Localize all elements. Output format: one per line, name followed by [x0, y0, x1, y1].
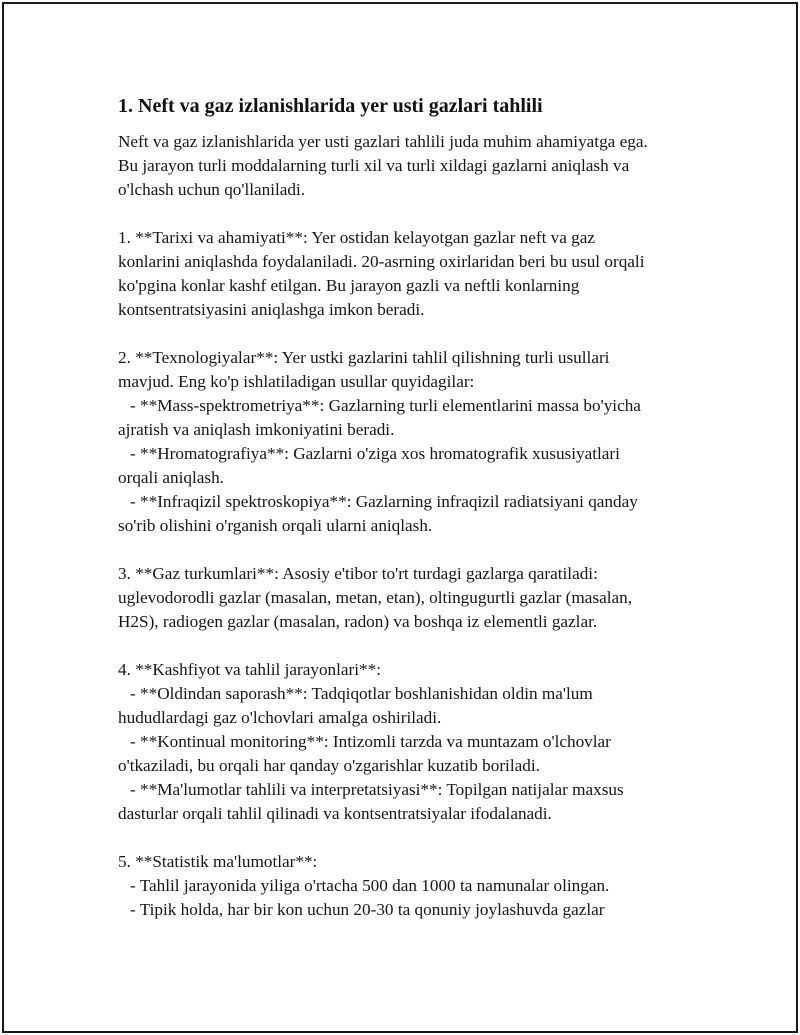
- text-line: o'tkaziladi, bu orqali har qanday o'zgarishlar kuzatib boriladi.: [118, 756, 540, 775]
- text-line: ko'pgina konlar kashf etilgan. Bu jarayon gazli va neftli konlarning: [118, 276, 580, 295]
- text-line: so'rib olishini o'rganish orqali ularni aniqlash.: [118, 516, 433, 535]
- text-line: H2S), radiogen gazlar (masalan, radon) va boshqa iz elementli gazlar.: [118, 612, 598, 631]
- bullet-line: - Tahlil jarayonida yiliga o'rtacha 500 dan 1000 ta namunalar olingan.: [130, 876, 610, 895]
- paragraph-gap: [118, 634, 698, 658]
- intro-paragraph: [118, 130, 698, 202]
- paragraph-gap: [118, 538, 698, 562]
- text-line: kontsentratsiyasini aniqlashga imkon beradi.: [118, 300, 425, 319]
- bullet-line: - **Kontinual monitoring**: Intizomli tarzda va muntazam o'lchovlar: [130, 732, 611, 751]
- text-line: o'lchash uchun qo'llaniladi.: [118, 180, 306, 199]
- bullet-line: - Tipik holda, har bir kon uchun 20-30 ta qonuniy joylashuvda gazlar: [130, 900, 605, 919]
- text-line: Neft va gaz izlanishlarida yer usti gazlari tahlili juda muhim ahamiyatga ega.: [118, 132, 648, 151]
- text-line: Bu jarayon turli moddalarning turli xil va turli xildagi gazlarni aniqlash va: [118, 156, 630, 175]
- text-line: konlarini aniqlashda foydalaniladi. 20-asrning oxirlaridan beri bu usul orqali: [118, 252, 645, 271]
- document-body: [118, 94, 698, 922]
- text-line: orqali aniqlash.: [118, 468, 224, 487]
- paragraph-gap: [118, 826, 698, 850]
- document-title: 1. Neft va gaz izlanishlarida yer usti gazlari tahlili: [118, 95, 543, 117]
- section-heading-line: 3. **Gaz turkumlari**: Asosiy e'tibor to'rt turdagi gazlarga qaratiladi:: [118, 564, 598, 583]
- text-line: mavjud. Eng ko'p ishlatiladigan usullar quyidagilar:: [118, 372, 475, 391]
- text-line: ajratish va aniqlash imkoniyatini beradi.: [118, 420, 395, 439]
- section-heading-line: 5. **Statistik ma'lumotlar**:: [118, 852, 318, 871]
- section-technologies: [118, 346, 698, 538]
- bullet-line: - **Ma'lumotlar tahlili va interpretatsiyasi**: Topilgan natijalar maxsus: [130, 780, 624, 799]
- paragraph-gap: [118, 202, 698, 226]
- text-line: hududlardagi gaz o'lchovlari amalga oshiriladi.: [118, 708, 442, 727]
- section-heading-line: 4. **Kashfiyot va tahlil jarayonlari**:: [118, 660, 381, 679]
- bullet-line: - **Infraqizil spektroskopiya**: Gazlarning infraqizil radiatsiyani qanday: [130, 492, 638, 511]
- bullet-line: - **Mass-spektrometriya**: Gazlarning turli elementlarini massa bo'yicha: [130, 396, 641, 415]
- section-statistics: [118, 850, 698, 922]
- paragraph-gap: [118, 322, 698, 346]
- section-heading-line: 2. **Texnologiyalar**: Yer ustki gazlarini tahlil qilishning turli usullari: [118, 348, 610, 367]
- bullet-line: - **Hromatografiya**: Gazlarni o'ziga xos hromatografik xususiyatlari: [130, 444, 620, 463]
- section-discovery-process: [118, 658, 698, 826]
- text-line: dasturlar orqali tahlil qilinadi va kontsentratsiyalar ifodalanadi.: [118, 804, 552, 823]
- section-history: [118, 226, 698, 322]
- section-heading-line: 1. **Tarixi va ahamiyati**: Yer ostidan kelayotgan gazlar neft va gaz: [118, 228, 596, 247]
- section-gas-types: [118, 562, 698, 634]
- bullet-line: - **Oldindan saporash**: Tadqiqotlar boshlanishidan oldin ma'lum: [130, 684, 593, 703]
- text-line: uglevodorodli gazlar (masalan, metan, etan), oltingugurtli gazlar (masalan,: [118, 588, 633, 607]
